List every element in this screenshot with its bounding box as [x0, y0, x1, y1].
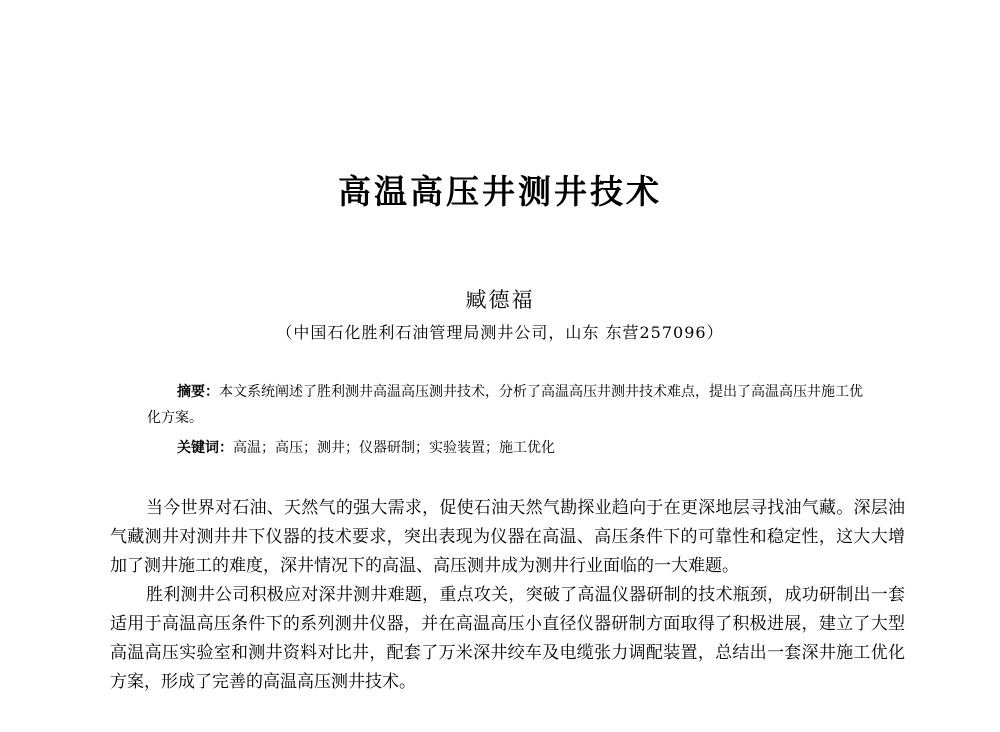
keywords-block — [177, 435, 877, 461]
keywords-label: 关键词： — [177, 440, 233, 456]
keywords-text: 高温；高压；测井；仪器研制；实验装置；施工优化 — [233, 440, 555, 456]
author-affiliation: （中国石化胜利石油管理局测井公司，山东 东营257096） — [276, 323, 724, 342]
body-paragraph-1: 当今世界对石油、天然气的强大需求，促使石油天然气勘探业趋向于在更深地层寻找油气藏。深层油气藏测井对测井井下仪器的技术要求，突出表现为仪器在高温、高压条件下的可靠性和稳定性，这大大增加了测井施工的难度，深井情况下的高温、高压测井成为测井行业面临的一大难题。 — [110, 498, 905, 576]
abstract-label: 摘要： — [177, 384, 219, 400]
body-paragraph-2: 胜利测井公司积极应对深井测井难题，重点攻关，突破了高温仪器研制的技术瓶颈，成功研制出一套适用于高温高压条件下的系列测井仪器，并在高温高压小直径仪器研制方面取得了积极进展，建立了大型高温高压实验室和测井资料对比井，配套了万米深井绞车及电缆张力调配装置，总结出一套深井施工优化方案，形成了完善的高温高压测井技术。 — [110, 585, 905, 692]
abstract-block — [147, 379, 863, 431]
abstract-text: 本文系统阐述了胜利测井高温高压测井技术，分析了高温高压井测井技术难点，提出了高温高压井施工优化方案。 — [147, 384, 863, 426]
paper-title: 高温高压井测井技术 — [338, 172, 662, 211]
body-text — [110, 494, 905, 697]
author-name: 臧德福 — [465, 288, 535, 312]
abstract-paragraph — [147, 379, 863, 431]
